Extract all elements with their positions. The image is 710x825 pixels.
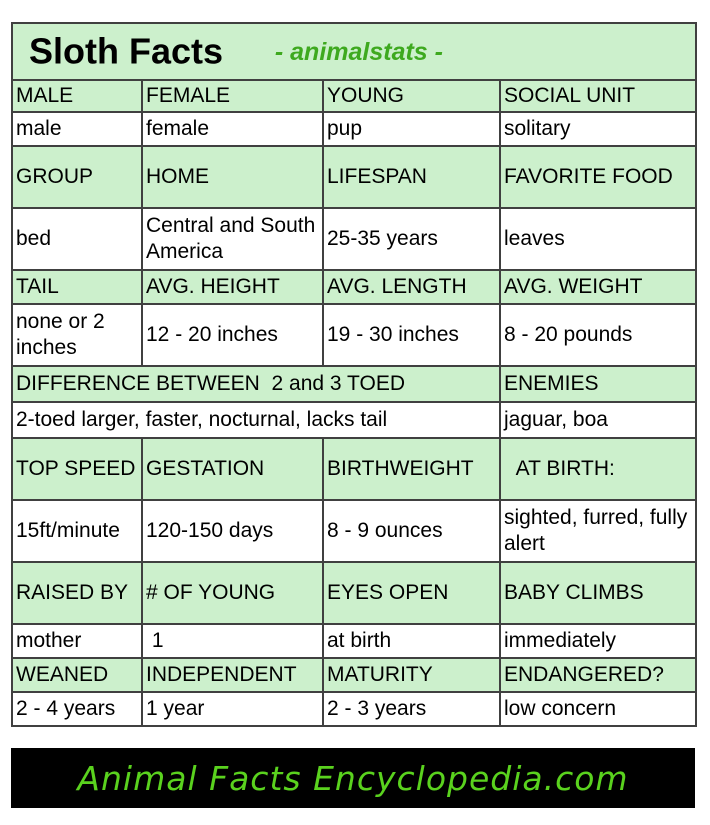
field-value: 15ft/minute — [12, 500, 142, 562]
value-row — [12, 692, 696, 726]
field-value: leaves — [500, 208, 696, 270]
field-label: INDEPENDENT — [142, 658, 323, 692]
value-row — [12, 500, 696, 562]
field-label: LIFESPAN — [323, 146, 500, 208]
field-label: TOP SPEED — [12, 438, 142, 500]
field-label: BABY CLIMBS — [500, 562, 696, 624]
field-label: AT BIRTH: — [500, 438, 696, 500]
page-subtitle: - animalstats - — [274, 37, 443, 66]
field-label: YOUNG — [323, 80, 500, 112]
field-value: male — [12, 112, 142, 146]
field-label: DIFFERENCE BETWEEN 2 and 3 TOED — [12, 366, 500, 402]
field-value: 8 - 20 pounds — [500, 304, 696, 366]
field-value: sighted, furred, fully alert — [500, 500, 696, 562]
field-label: EYES OPEN — [323, 562, 500, 624]
header-row — [12, 80, 696, 112]
field-label: WEANED — [12, 658, 142, 692]
field-label: BIRTHWEIGHT — [323, 438, 500, 500]
field-value: 120-150 days — [142, 500, 323, 562]
field-value: Central and South America — [142, 208, 323, 270]
field-value: 19 - 30 inches — [323, 304, 500, 366]
field-label: HOME — [142, 146, 323, 208]
field-value: pup — [323, 112, 500, 146]
field-label: AVG. LENGTH — [323, 270, 500, 304]
field-label: ENEMIES — [500, 366, 696, 402]
header-row — [12, 270, 696, 304]
field-value: 8 - 9 ounces — [323, 500, 500, 562]
field-value: at birth — [323, 624, 500, 658]
value-row — [12, 208, 696, 270]
field-label: FEMALE — [142, 80, 323, 112]
field-value: 25-35 years — [323, 208, 500, 270]
title-row — [12, 23, 696, 80]
footer-banner — [11, 748, 695, 808]
header-row — [12, 438, 696, 500]
field-value: 12 - 20 inches — [142, 304, 323, 366]
field-label: SOCIAL UNIT — [500, 80, 696, 112]
field-label: MATURITY — [323, 658, 500, 692]
field-label: FAVORITE FOOD — [500, 146, 696, 208]
field-value: immediately — [500, 624, 696, 658]
value-row — [12, 402, 696, 438]
field-label: TAIL — [12, 270, 142, 304]
field-label: ENDANGERED? — [500, 658, 696, 692]
field-label: GROUP — [12, 146, 142, 208]
field-value: solitary — [500, 112, 696, 146]
field-value: 2-toed larger, faster, nocturnal, lacks tail — [12, 402, 500, 438]
field-value: female — [142, 112, 323, 146]
field-label: AVG. HEIGHT — [142, 270, 323, 304]
field-value: low concern — [500, 692, 696, 726]
value-row — [12, 624, 696, 658]
facts-table — [11, 22, 697, 727]
field-label: RAISED BY — [12, 562, 142, 624]
value-row — [12, 304, 696, 366]
header-row — [12, 366, 696, 402]
header-row — [12, 146, 696, 208]
field-value: mother — [12, 624, 142, 658]
field-value: jaguar, boa — [500, 402, 696, 438]
header-row — [12, 658, 696, 692]
title-cell — [12, 23, 696, 80]
sloth-facts-card — [11, 22, 695, 727]
field-label: # OF YOUNG — [142, 562, 323, 624]
field-value: 1 year — [142, 692, 323, 726]
field-value: 1 — [142, 624, 323, 658]
field-value: 2 - 4 years — [12, 692, 142, 726]
field-label: AVG. WEIGHT — [500, 270, 696, 304]
header-row — [12, 562, 696, 624]
field-label: GESTATION — [142, 438, 323, 500]
field-value: none or 2 inches — [12, 304, 142, 366]
field-value: 2 - 3 years — [323, 692, 500, 726]
page-title: Sloth Facts — [29, 30, 224, 72]
footer-site-name: Animal Facts Encyclopedia.com — [77, 758, 629, 798]
field-label: MALE — [12, 80, 142, 112]
field-value: bed — [12, 208, 142, 270]
value-row — [12, 112, 696, 146]
